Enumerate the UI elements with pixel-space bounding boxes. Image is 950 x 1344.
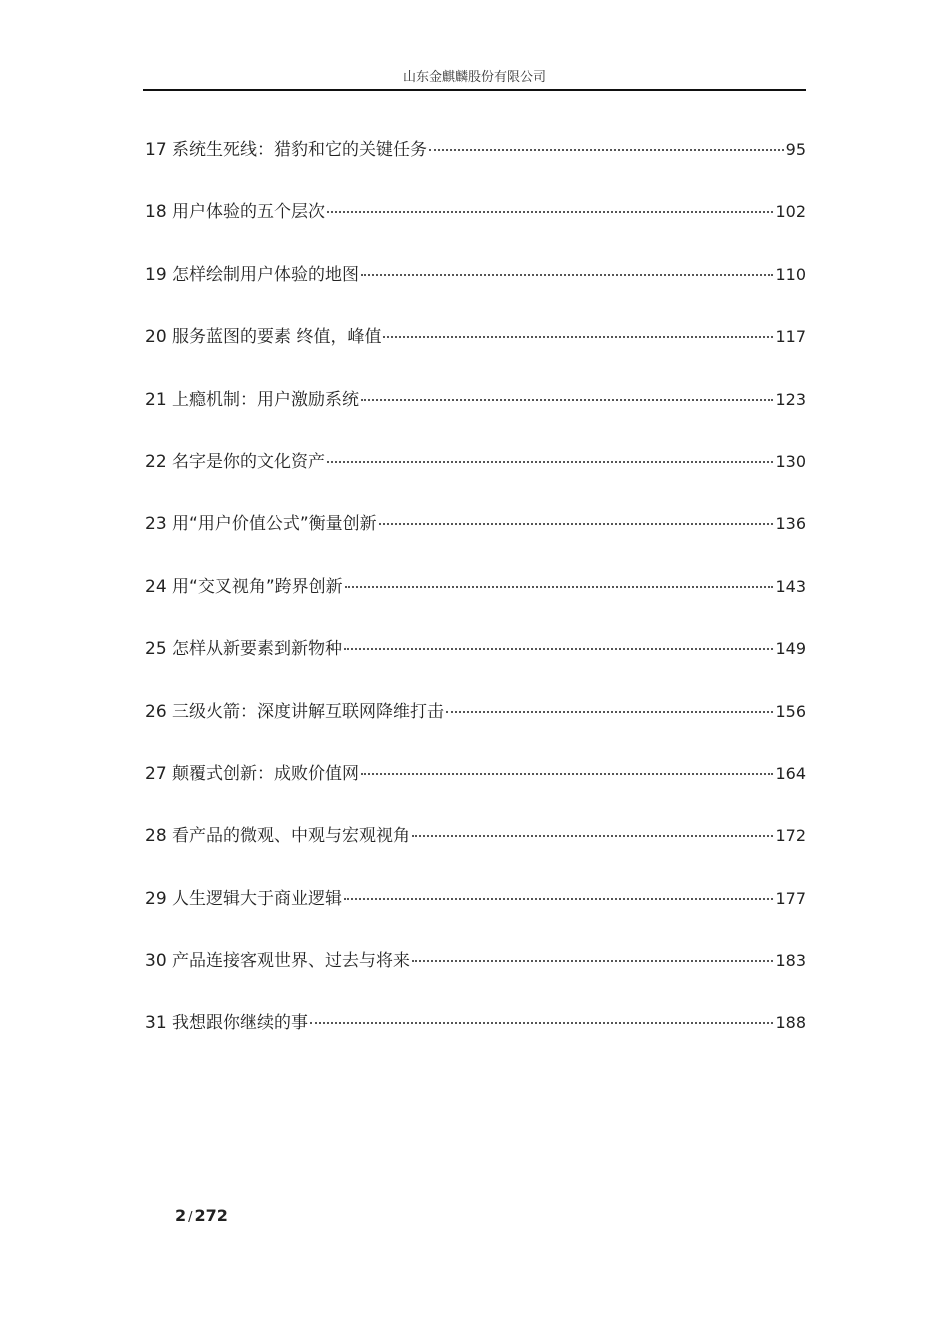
toc-leader-dots (379, 523, 774, 525)
toc-entry-page: 130 (775, 451, 806, 471)
table-of-contents (145, 138, 806, 1074)
toc-entry-page: 143 (775, 576, 806, 596)
toc-entry[interactable] (145, 700, 806, 762)
toc-entry-title: 25 怎样从新要素到新物种 (145, 639, 343, 660)
toc-entry-title: 24 用“交叉视角”跨界创新 (145, 576, 343, 597)
toc-entry-page: 149 (775, 639, 806, 659)
toc-entry[interactable] (145, 637, 806, 699)
toc-leader-dots (327, 461, 773, 463)
toc-entry[interactable] (145, 138, 806, 200)
toc-entry[interactable] (145, 824, 806, 886)
toc-entry-title: 31 我想跟你继续的事 (145, 1013, 309, 1034)
page-separator: / (188, 1210, 193, 1225)
toc-entry-title: 26 三级火箭：深度讲解互联网降维打击 (145, 701, 445, 722)
toc-entry[interactable] (145, 388, 806, 450)
toc-entry-page: 156 (775, 701, 806, 721)
toc-entry[interactable] (145, 325, 806, 387)
page-header (143, 68, 806, 91)
toc-entry-title: 21 上瘾机制：用户激励系统 (145, 389, 360, 410)
toc-leader-dots (412, 835, 773, 837)
toc-entry[interactable] (145, 450, 806, 512)
toc-leader-dots (361, 274, 773, 276)
toc-entry-page: 172 (775, 826, 806, 846)
toc-entry-page: 164 (775, 763, 806, 783)
total-pages: 272 (194, 1206, 228, 1225)
toc-leader-dots (412, 960, 773, 962)
toc-entry-title: 28 看产品的微观、中观与宏观视角 (145, 826, 411, 847)
toc-leader-dots (361, 773, 773, 775)
toc-entry-page: 123 (775, 389, 806, 409)
toc-entry-title: 27 颠覆式创新：成败价值网 (145, 763, 360, 784)
toc-entry-title: 17 系统生死线：猎豹和它的关键任务 (145, 140, 428, 160)
toc-entry[interactable] (145, 200, 806, 262)
toc-entry[interactable] (145, 1011, 806, 1073)
toc-entry-title: 30 产品连接客观世界、过去与将来 (145, 951, 411, 972)
toc-entry-page: 183 (775, 951, 806, 971)
toc-entry-title: 22 名字是你的文化资产 (145, 451, 326, 472)
toc-entry-page: 95 (785, 140, 806, 159)
toc-entry-page: 117 (775, 327, 806, 347)
toc-leader-dots (446, 711, 773, 713)
toc-leader-dots (310, 1022, 773, 1024)
toc-entry-page: 102 (775, 202, 806, 222)
toc-entry-page: 136 (775, 514, 806, 534)
toc-leader-dots (383, 336, 773, 338)
toc-leader-dots (429, 149, 784, 151)
company-name: 山东金麒麟股份有限公司 (402, 70, 546, 85)
toc-entry[interactable] (145, 949, 806, 1011)
toc-entry-title: 19 怎样绘制用户体验的地图 (145, 264, 360, 285)
toc-leader-dots (344, 648, 773, 650)
toc-leader-dots (345, 586, 774, 588)
toc-entry[interactable] (145, 887, 806, 949)
toc-entry-title: 18 用户体验的五个层次 (145, 202, 326, 223)
toc-entry[interactable] (145, 263, 806, 325)
toc-leader-dots (327, 211, 773, 213)
toc-entry-page: 188 (775, 1013, 806, 1033)
toc-entry-title: 20 服务蓝图的要素 终值，峰值 (145, 327, 382, 348)
toc-leader-dots (344, 898, 773, 900)
toc-entry-page: 177 (775, 888, 806, 908)
toc-leader-dots (361, 399, 773, 401)
toc-entry-title: 23 用“用户价值公式”衡量创新 (145, 514, 377, 535)
toc-entry[interactable] (145, 762, 806, 824)
toc-entry-title: 29 人生逻辑大于商业逻辑 (145, 888, 343, 909)
toc-entry[interactable] (145, 575, 806, 637)
toc-entry[interactable] (145, 512, 806, 574)
page-number (175, 1205, 228, 1229)
toc-entry-page: 110 (775, 264, 806, 284)
current-page: 2 (175, 1206, 187, 1225)
